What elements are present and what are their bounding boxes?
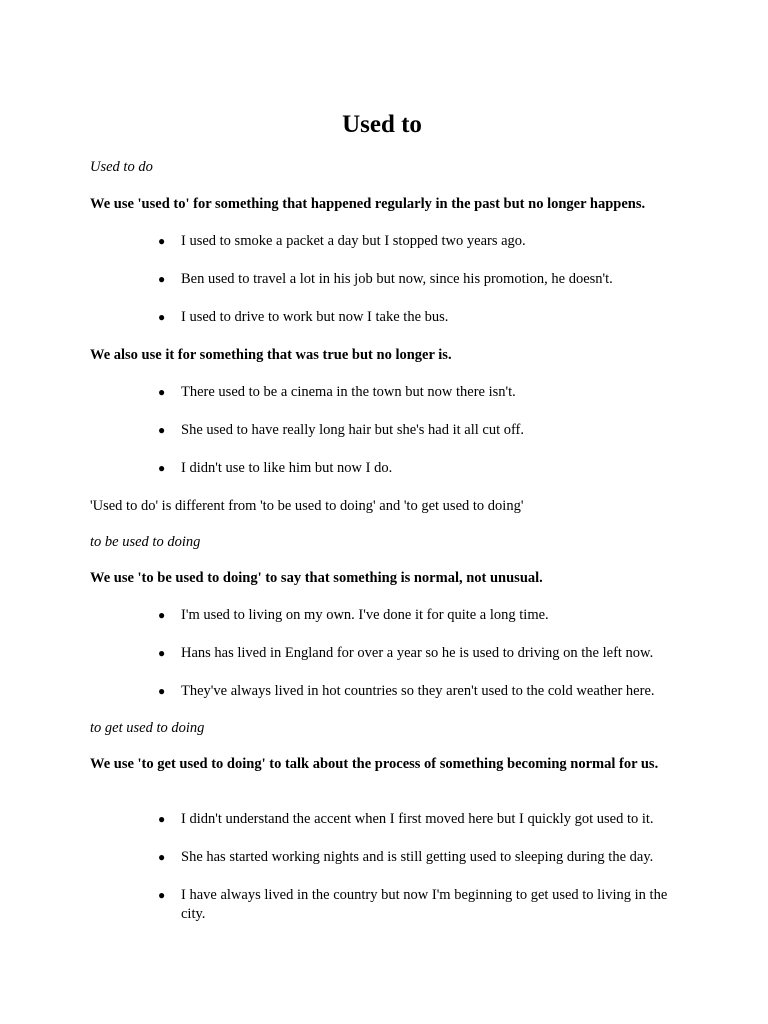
bullet-icon: ● bbox=[158, 423, 166, 437]
example-item: I didn't understand the accent when I first moved here but I quickly got used to it. bbox=[181, 811, 654, 827]
bullet-icon: ● bbox=[158, 684, 166, 698]
page-title: Used to bbox=[342, 111, 422, 138]
example-item: I have always lived in the country but now I'm beginning to get used to living in the city. bbox=[181, 887, 668, 922]
example-item: Ben used to travel a lot in his job but now, since his promotion, he doesn't. bbox=[181, 271, 613, 287]
bullet-icon: ● bbox=[158, 461, 166, 475]
example-item: There used to be a cinema in the town but now there isn't. bbox=[181, 384, 516, 400]
example-item: They've always lived in hot countries so they aren't used to the cold weather here. bbox=[181, 683, 655, 699]
example-item: I used to smoke a packet a day but I stopped two years ago. bbox=[181, 233, 526, 249]
bullet-icon: ● bbox=[158, 385, 166, 399]
example-item: I'm used to living on my own. I've done it for quite a long time. bbox=[181, 607, 549, 623]
bullet-icon: ● bbox=[158, 608, 166, 622]
section-heading-to-be-used-to: to be used to doing bbox=[90, 534, 201, 550]
example-item: Hans has lived in England for over a year so he is used to driving on the left now. bbox=[181, 645, 654, 661]
example-item: I didn't use to like him but now I do. bbox=[181, 460, 393, 476]
difference-note: 'Used to do' is different from 'to be used to doing' and 'to get used to doing' bbox=[90, 498, 524, 514]
rule-to-be-used-to: We use 'to be used to doing' to say that something is normal, not unusual. bbox=[90, 570, 543, 586]
rule-regular-past: We use 'used to' for something that happened regularly in the past but no longer happens. bbox=[90, 196, 646, 212]
bullet-icon: ● bbox=[158, 850, 166, 864]
example-item: I used to drive to work but now I take the bus. bbox=[181, 309, 449, 325]
bullet-icon: ● bbox=[158, 234, 166, 248]
rule-no-longer-true: We also use it for something that was true but no longer is. bbox=[90, 347, 452, 363]
section-heading-to-get-used-to: to get used to doing bbox=[90, 720, 205, 736]
section-heading-used-to-do: Used to do bbox=[90, 159, 153, 175]
bullet-icon: ● bbox=[158, 310, 166, 324]
bullet-icon: ● bbox=[158, 888, 166, 902]
rule-to-get-used-to: We use 'to get used to doing' to talk about the process of something becoming normal for us. bbox=[90, 756, 659, 772]
example-item: She used to have really long hair but she's had it all cut off. bbox=[181, 422, 525, 438]
bullet-icon: ● bbox=[158, 812, 166, 826]
bullet-icon: ● bbox=[158, 272, 166, 286]
bullet-icon: ● bbox=[158, 646, 166, 660]
example-item: She has started working nights and is still getting used to sleeping during the day. bbox=[181, 849, 654, 865]
